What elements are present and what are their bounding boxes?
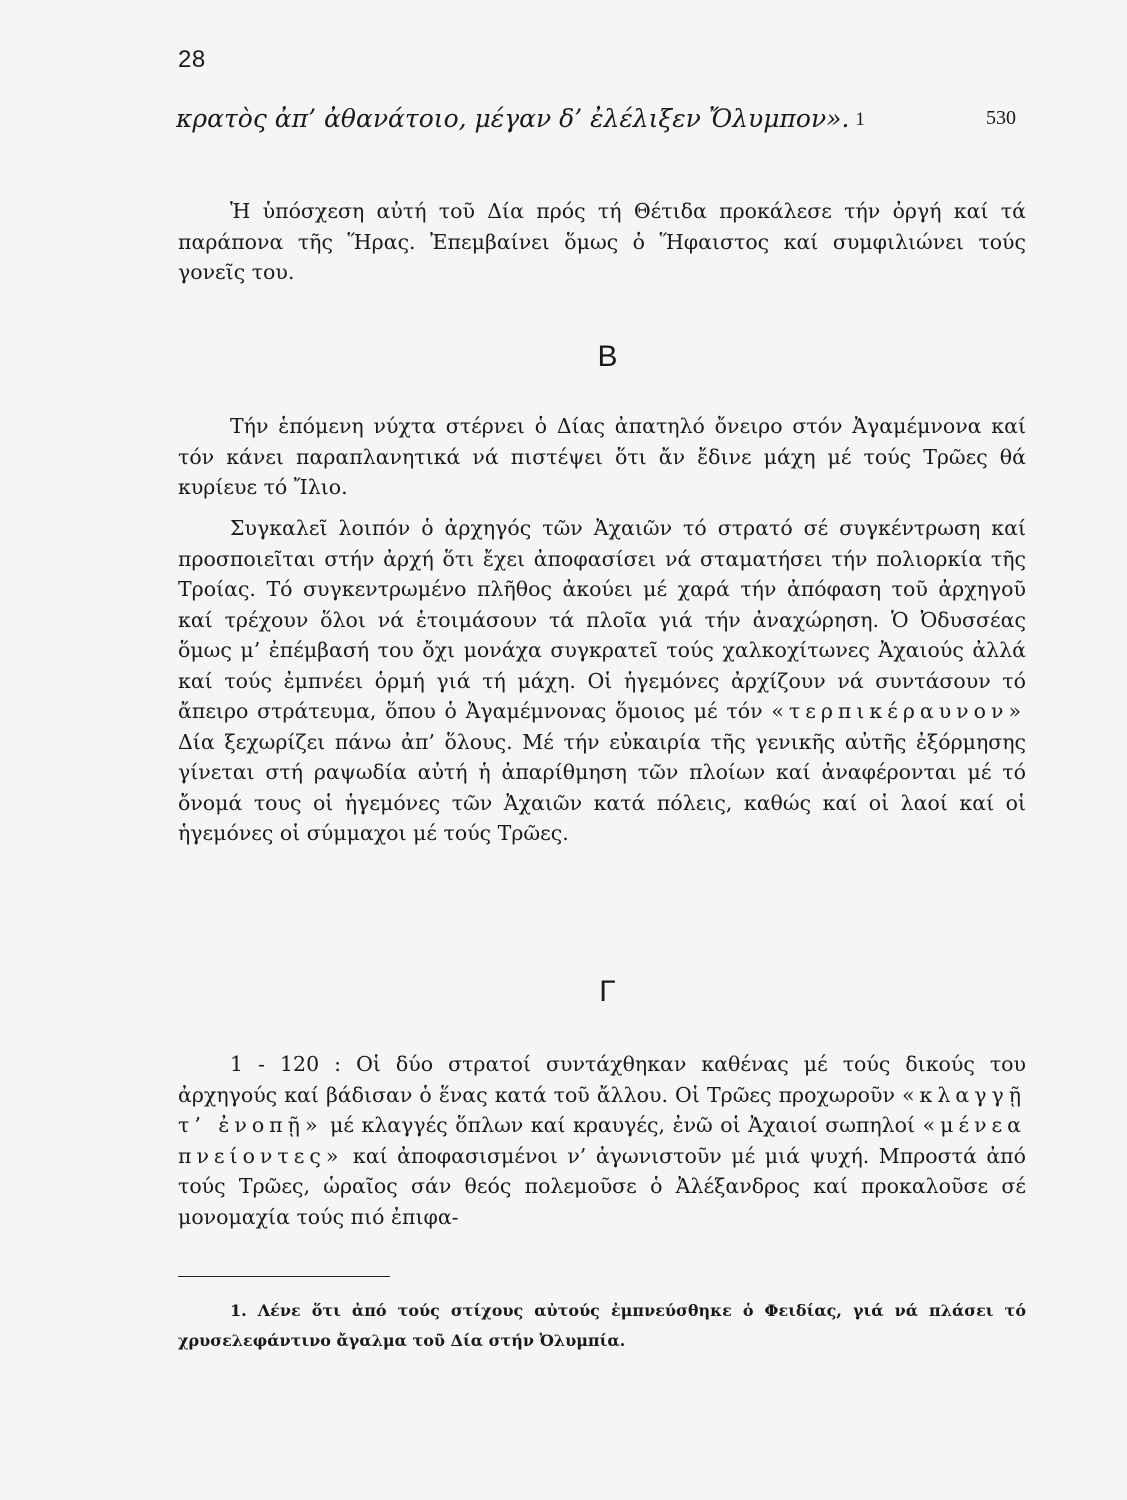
- line-range: 1 - 120 :: [230, 1052, 342, 1076]
- quote-klangi: «κλαγγῇ τ’ ἐνοπῇ»: [178, 1082, 1026, 1137]
- footnote-reference[interactable]: 1: [855, 109, 865, 130]
- section-b-paragraph-2-part-1: Συγκαλεῖ λοιπόν ὁ ἀρχηγός τῶν Ἀχαιῶν τό στρατό σέ συγκέντρωση καί προσποιεῖται στήν ἀρχή ὅτι ἔχει ἀποφασίσει νά σταματήσει τήν πολιορκία τῆς Τροίας. Τό συγκεντρωμένο πλῆθος ἀκούει μέ χαρά τήν ἀπόφαση τοῦ ἀρχηγοῦ καί τρέχουν ὅλοι νά ἑτοιμάσουν τά πλοῖα γιά τήν ἀναχώρηση. Ὁ Ὀδυσσέας ὅμως μ’ ἐπέμβασή του ὄχι μονάχα συγκρατεῖ τούς χαλκοχίτωνες Ἀχαιούς ἀλλά καί τούς ἐμπνέει ὁρμή γιά τή μάχη. Οἱ ἡγεμόνες ἀρχίζουν νά συντάσουν τό ἄπειρο στράτευμα, ὅπου ὁ Ἀγαμέμνονας ὅμοιος μέ τόν: [178, 516, 1026, 723]
- section-b-paragraph-2: [178, 513, 1026, 849]
- footnote: 1. Λένε ὅτι ἀπό τούς στίχους αὐτούς ἐμπνεύσθηκε ὁ Φειδίας, γιά νά πλάσει τό χρυσελεφάντινο ἄγαλμα τοῦ Δία στήν Ὀλυμπία.: [178, 1301, 1026, 1350]
- section-g-part-2: μέ κλαγγές ὅπλων καί κραυγές, ἐνῶ οἱ Ἀχαιοί σωπηλοί: [330, 1113, 916, 1137]
- verse-line: [176, 104, 1016, 133]
- footnote-divider: [178, 1276, 390, 1277]
- epithet-terpikeraunon: «τερπικέραυνον»: [771, 699, 1026, 723]
- summary-paragraph: Ἡ ὑπόσχεση αὐτή τοῦ Δία πρός τή Θέτιδα προκάλεσε τήν ὀργή καί τά παράπονα τῆς Ἥρας. Ἐπεμβαίνει ὅμως ὁ Ἥφαιστος καί συμφιλιώνει τούς γονεῖς του.: [178, 199, 1026, 284]
- section-g-paragraph: [178, 1049, 1026, 1232]
- section-g-part-1: Οἱ δύο στρατοί συντάχθηκαν καθένας μέ τούς δικούς του ἀρχηγούς καί βάδισαν ὁ ἕνας κατά τοῦ ἄλλου. Οἱ Τρῶες προχωροῦν: [178, 1052, 1026, 1107]
- quote-menea-pneiontes: «μένεα πνείοντες»: [178, 1113, 1026, 1168]
- section-heading-b: Β: [597, 340, 618, 373]
- section-b-paragraph-2-part-2: Δία ξεχωρίζει πάνω ἀπ’ ὅλους. Μέ τήν εὐκαιρία τῆς γενικῆς αὐτῆς ἐξόρμησης γίνεται στή ραψωδία αὐτή ἡ ἀπαρίθμηση τῶν πλοίων καί ἀναφέρονται μέ τό ὄνομά τους οἱ ἡγεμόνες τῶν Ἀχαιῶν κατά πόλεις, καθώς καί οἱ λαοί καί οἱ ἡγεμόνες οἱ σύμμαχοι μέ τούς Τρῶες.: [178, 729, 1026, 845]
- section-b-paragraph-1: Τήν ἑπόμενη νύχτα στέρνει ὁ Δίας ἀπατηλό ὄνειρο στόν Ἀγαμέμνονα καί τόν κάνει παραπλανητικά νά πιστέψει ὅτι ἄν ἔδινε μάχη μέ τούς Τρῶες θά κυρίευε τό Ἴλιο.: [178, 414, 1026, 499]
- section-heading-g: Γ: [599, 975, 616, 1008]
- verse-text: κρατὸς ἀπ’ ἀθανάτοιο, μέγαν δ’ ἐλέλιξεν Ὄλυμπον».: [176, 104, 850, 133]
- page-number: 28: [178, 46, 206, 73]
- section-g-part-3: καί ἀποφασισμένοι ν’ ἀγωνιστοῦν μέ μιά ψυχή. Μπροστά ἀπό τούς Τρῶες, ὡραῖος σάν θεός πολεμοῦσε ὁ Ἀλέξανδρος καί προκαλοῦσε σέ μονομαχία τούς πιό ἐπιφα-: [178, 1143, 1026, 1229]
- verse-line-number: 530: [986, 107, 1016, 129]
